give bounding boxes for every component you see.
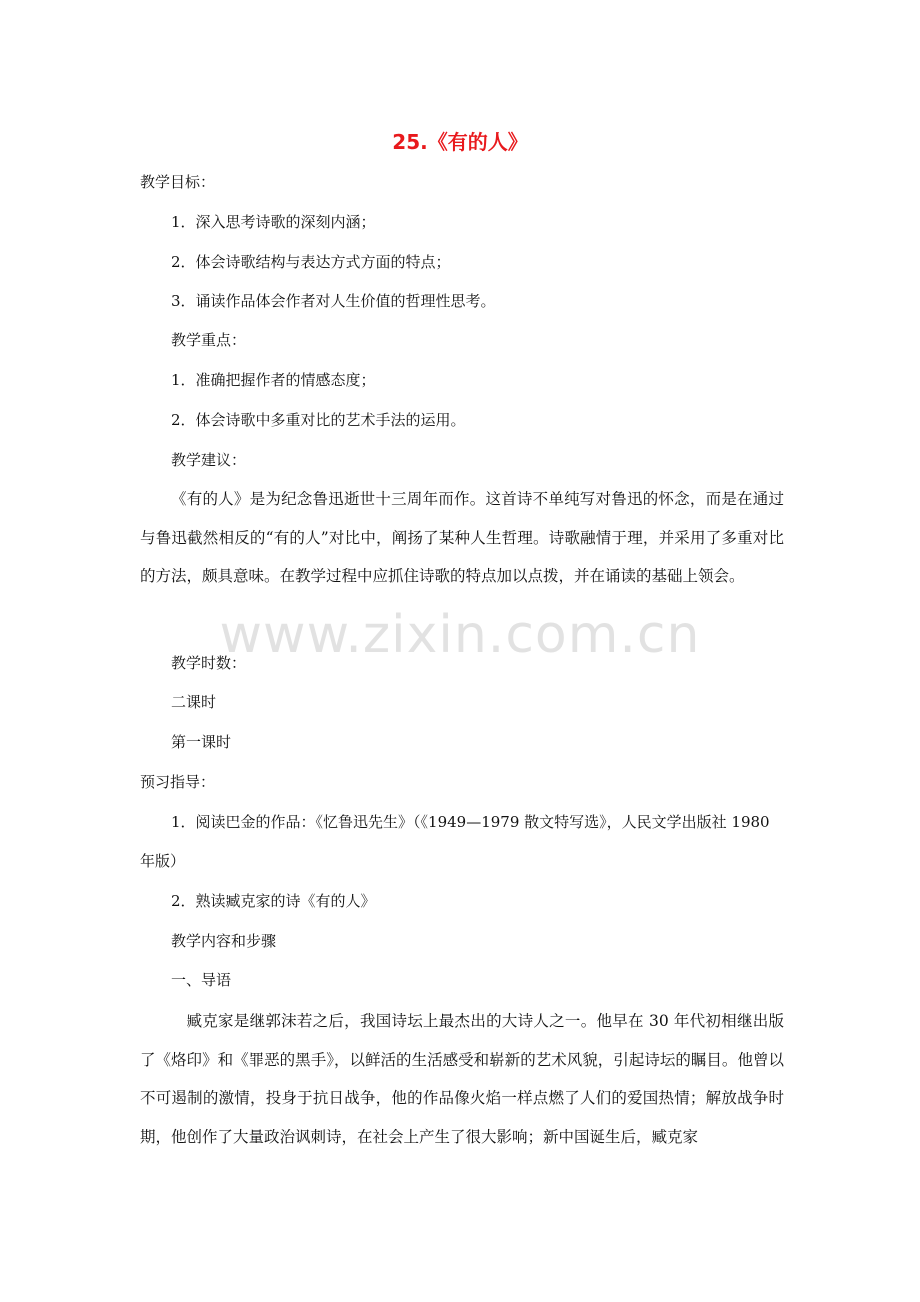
first-lesson-heading: 第一课时: [171, 733, 232, 751]
watermark: www.zixin.com.cn: [219, 605, 701, 665]
keypoint-item: 2．体会诗歌中多重对比的艺术手法的运用。: [171, 411, 466, 429]
keypoint-item: 1．准确把握作者的情感态度；: [171, 371, 376, 389]
goal-item: 3．诵读作品体会作者对人生价值的哲理性思考。: [171, 292, 496, 310]
goal-item: 1．深入思考诗歌的深刻内涵；: [171, 213, 376, 231]
intro-paragraph: 臧克家是继郭沫若之后，我国诗坛上最杰出的大诗人之一。他早在 30 年代初相继出版了《烙印》和《罪恶的黑手》，以鲜活的生活感受和崭新的艺术风貌，引起诗坛的瞩目。他曾以不可遏制的激情，投身于抗日战争，他的作品像火焰一样点燃了人们的爱国热情；解放战争时期，他创作了大量政治讽刺诗，在社会上产生了很大影响；新中国诞生后，臧克家: [140, 1012, 784, 1147]
hours-value: 二课时: [171, 693, 217, 711]
preview-item: 2．熟读臧克家的诗《有的人》: [171, 892, 376, 910]
hours-heading: 教学时数：: [171, 654, 247, 672]
preview-item-continued: 年版）: [140, 852, 186, 870]
suggestion-paragraph: 《有的人》是为纪念鲁迅逝世十三周年而作。这首诗不单纯写对鲁迅的怀念，而是在通过与鲁迅截然相反的“有的人”对比中，阐扬了某种人生哲理。诗歌融情于理，并采用了多重对比的方法，颇具意味。在教学过程中应抓住诗歌的特点加以点拨，并在诵读的基础上领会。: [140, 490, 784, 586]
goal-item: 2．体会诗歌结构与表达方式方面的特点；: [171, 253, 451, 271]
preview-heading: 预习指导：: [140, 773, 216, 791]
goals-heading: 教学目标：: [140, 173, 216, 191]
content-heading: 教学内容和步骤: [171, 932, 277, 950]
suggestion-heading: 教学建议：: [171, 451, 247, 469]
document-title: 25.《有的人》: [392, 130, 528, 154]
intro-heading: 一、导语: [171, 971, 232, 989]
keypoints-heading: 教学重点：: [171, 331, 247, 349]
preview-item: 1．阅读巴金的作品：《忆鲁迅先生》（《1949—1979 散文特写选》，人民文学出版社 1980: [171, 813, 770, 831]
